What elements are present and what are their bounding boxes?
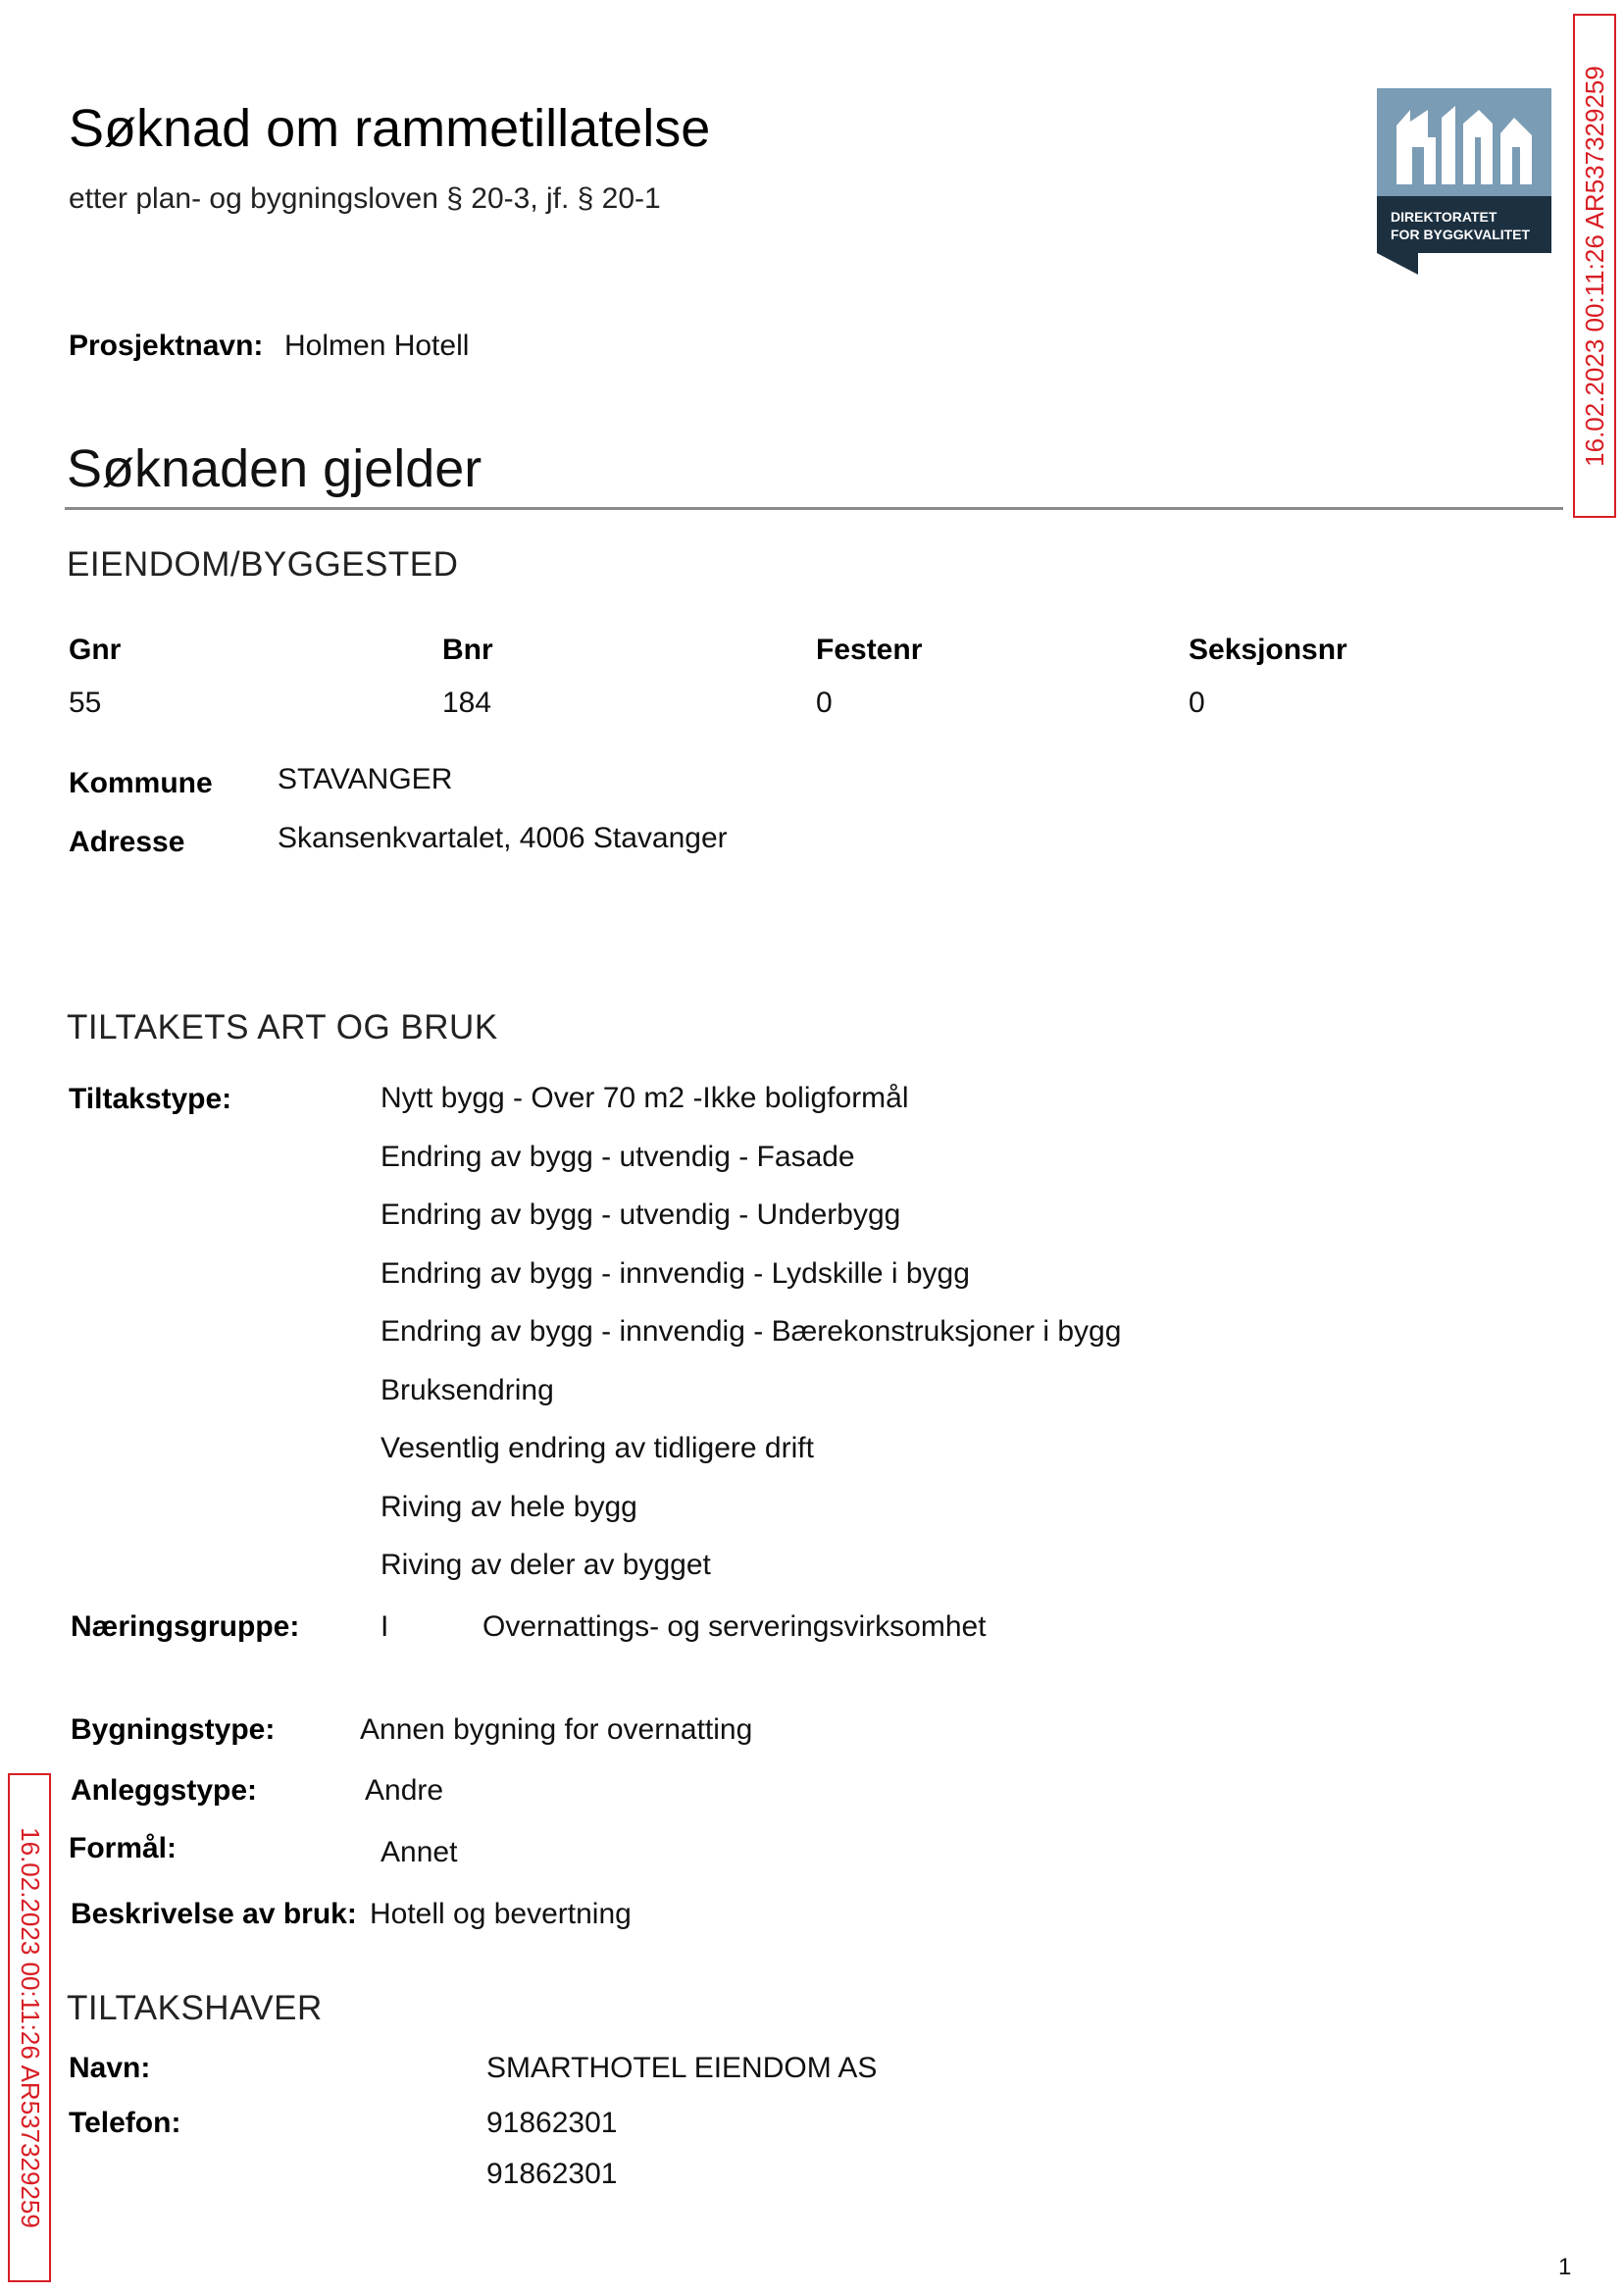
project-name-label: Prosjektnavn: [69,330,264,362]
logo-text-line2: FOR BYGGKVALITET [1391,227,1531,242]
dibk-logo-graphic [1377,88,1551,275]
tiltak-heading: TILTAKETS ART OG BRUK [67,1008,498,1046]
festenr-label: Festenr [816,634,923,666]
telefon-value-2: 91862301 [486,2158,618,2190]
eiendom-heading: EIENDOM/BYGGESTED [67,545,459,584]
section-heading: Søknaden gjelder [67,439,482,498]
project-name-value: Holmen Hotell [284,330,470,362]
archive-stamp-top-text: 16.02.2023 00:11:26 AR537329259 [1579,65,1609,467]
kommune-value: STAVANGER [278,763,453,795]
seksjonsnr-label: Seksjonsnr [1189,634,1347,666]
navn-label: Navn: [69,2052,151,2084]
tiltakstype-item: Vesentlig endring av tidligere drift [381,1432,814,1464]
gnr-label: Gnr [69,634,122,666]
beskrivelse-value: Hotell og bevertning [370,1898,632,1930]
anleggstype-label: Anleggstype: [71,1774,258,1807]
section-divider [65,507,1563,510]
bnr-label: Bnr [442,634,493,666]
document-title: Søknad om rammetillatelse [69,99,711,158]
naeringsgruppe-code: I [381,1610,389,1643]
tiltakstype-label: Tiltakstype: [69,1083,232,1115]
formal-value: Annet [381,1836,458,1868]
archive-stamp-left [8,1773,51,2282]
anleggstype-value: Andre [365,1774,444,1807]
navn-value: SMARTHOTEL EIENDOM AS [486,2052,878,2084]
naeringsgruppe-label: Næringsgruppe: [71,1610,300,1643]
tiltakstype-item: Endring av bygg - utvendig - Fasade [381,1140,855,1173]
tiltakstype-item: Riving av deler av bygget [381,1549,711,1581]
tiltakstype-item: Riving av hele bygg [381,1490,637,1523]
naeringsgruppe-text: Overnattings- og serveringsvirksomhet [482,1610,987,1643]
bygningstype-value: Annen bygning for overnatting [360,1713,753,1746]
festenr-value: 0 [816,687,833,719]
dibk-logo [1377,88,1551,275]
bnr-value: 184 [442,687,492,719]
tiltakshaver-heading: TILTAKSHAVER [67,1989,323,2027]
document-subtitle: etter plan- og bygningsloven § 20-3, jf. § 20-1 [69,182,661,215]
bygningstype-label: Bygningstype: [71,1713,276,1746]
telefon-label: Telefon: [69,2107,181,2139]
tiltakstype-list [381,1079,1121,1605]
adresse-label: Adresse [69,826,185,858]
kommune-label: Kommune [69,767,213,799]
tiltakstype-item: Endring av bygg - innvendig - Lydskille i bygg [381,1256,970,1290]
tiltakstype-item: Endring av bygg - innvendig - Bærekonstruksjoner i bygg [381,1315,1122,1348]
seksjonsnr-value: 0 [1189,687,1205,719]
archive-stamp-top [1573,14,1616,518]
archive-stamp-left-text: 16.02.2023 00:11:26 AR537329259 [15,1827,45,2228]
telefon-value: 91862301 [486,2107,618,2139]
tiltakstype-item: Endring av bygg - utvendig - Underbygg [381,1198,901,1231]
tiltakstype-item: Bruksendring [381,1373,554,1406]
gnr-value: 55 [69,687,102,719]
beskrivelse-label: Beskrivelse av bruk: [71,1898,357,1930]
tiltakstype-item: Nytt bygg - Over 70 m2 -Ikke boligformål [381,1082,909,1114]
formal-label: Formål: [69,1832,178,1864]
adresse-value: Skansenkvartalet, 4006 Stavanger [278,822,728,854]
logo-text-line1: DIREKTORATET [1391,209,1497,225]
page-number: 1 [1558,2254,1572,2280]
